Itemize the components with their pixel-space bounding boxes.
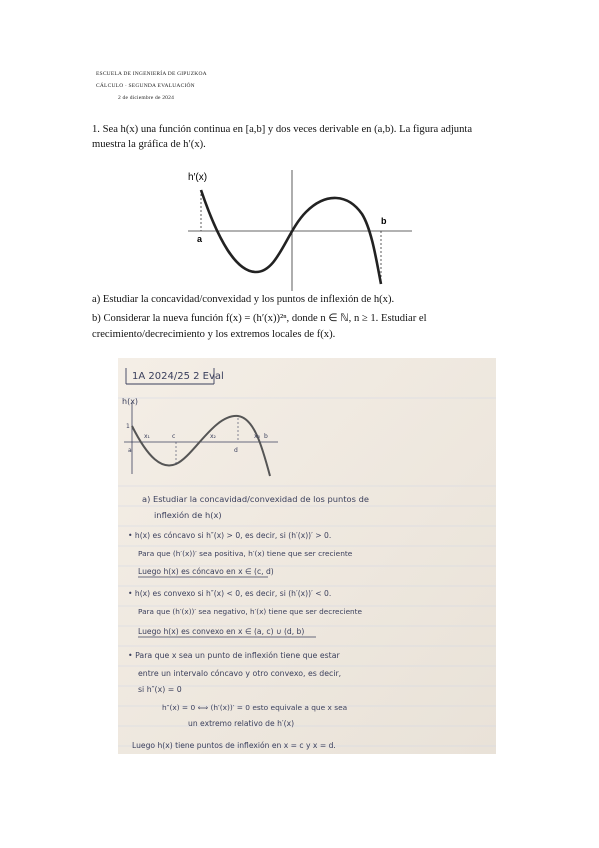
hw-line-6: • h(x) es convexo si h″(x) < 0, es decir, si (h′(x))′ < 0.	[128, 589, 332, 598]
derivative-graph	[180, 168, 415, 293]
hw-line-7: Para que (h′(x))′ sea negativo, h′(x) tiene que ser decreciente	[138, 607, 363, 616]
hw-line-8: Luego h(x) es convexo en x ∈ (a, c) ∪ (d, b)	[138, 627, 305, 636]
question-part-b-line-2: crecimiento/decrecimiento y los extremos locales de f(x).	[92, 329, 336, 340]
exam-date: 2 de diciembre de 2024	[118, 95, 175, 101]
hw-header: 1A 2024/25 2 Eval	[132, 371, 224, 382]
hw-line-13: un extremo relativo de h′(x)	[188, 719, 295, 728]
graph-label-b: b	[381, 216, 387, 226]
hw-line-3: • h(x) es cóncavo si h″(x) > 0, es decir, si (h′(x))′ > 0.	[128, 531, 332, 540]
hw-line-4: Para que (h′(x))′ sea positiva, h′(x) tiene que ser creciente	[138, 549, 353, 558]
hw-sketch-x1: x₁	[144, 433, 150, 440]
hw-sketch-d: d	[234, 447, 238, 454]
hw-line-1: a) Estudiar la concavidad/convexidad de los puntos de	[142, 494, 369, 504]
hw-line-11: si h″(x) = 0	[138, 685, 182, 694]
question-line-2: muestra la gráfica de h′(x).	[92, 139, 206, 150]
hw-sketch-c: c	[172, 433, 176, 440]
hw-sketch-x2: x₂	[210, 433, 216, 440]
hw-sketch-a: a	[128, 447, 132, 454]
hw-line-14: Luego h(x) tiene puntos de inflexión en x = c y x = d.	[132, 741, 336, 750]
hw-line-12: h″(x) = 0 ⟺ (h′(x))′ = 0 esto equivale a que x sea	[162, 703, 348, 712]
hw-line-9: • Para que x sea un punto de inflexión tiene que estar	[128, 651, 340, 660]
hw-line-10: entre un intervalo cóncavo y otro convexo, es decir,	[138, 669, 342, 678]
question-part-b-line-1: b) Considerar la nueva función f(x) = (h′(x))²ⁿ, donde n ∈ ℕ, n ≥ 1. Estudiar el	[92, 313, 427, 324]
handwritten-answer-photo	[118, 358, 496, 754]
hw-sketch-x3: x₃	[254, 433, 260, 440]
hw-sketch-b: b	[264, 433, 268, 440]
question-part-a: a) Estudiar la concavidad/convexidad y los puntos de inflexión de h(x).	[92, 294, 395, 305]
question-line-1: 1. Sea h(x) una función continua en [a,b] y dos veces derivable en (a,b). La figura adjunta	[92, 124, 473, 135]
hw-sketch-one: 1	[126, 423, 130, 430]
hw-line-5: Luego h(x) es cóncavo en x ∈ (c, d)	[138, 567, 274, 576]
graph-label-a: a	[197, 234, 203, 244]
hw-line-2: inflexión de h(x)	[154, 510, 222, 520]
graph-ylabel: h′(x)	[188, 172, 208, 183]
hw-sketch-ylabel: h(x)	[122, 397, 139, 406]
exam-title: CÁLCULO · SEGUNDA EVALUACIÓN	[96, 83, 195, 89]
school-name: ESCUELA DE INGENIERÍA DE GIPUZKOA	[96, 71, 207, 77]
derivative-curve	[201, 190, 381, 284]
